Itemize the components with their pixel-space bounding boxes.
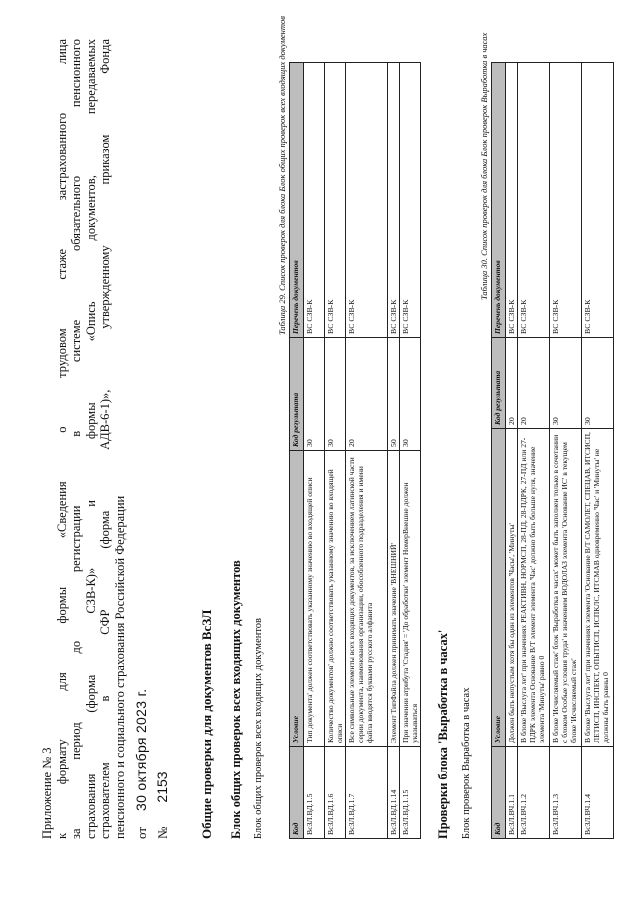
section1-table bbox=[289, 62, 421, 839]
cell-result: 30 bbox=[325, 338, 346, 451]
header-docs: Перечень документов bbox=[290, 63, 304, 338]
cell-code: ВсЗЛ.ВД.1.14 bbox=[388, 747, 400, 839]
section2-caption: Таблица 30. Список проверок для блока Блок проверок Выработка в часах bbox=[479, 32, 489, 300]
header-code: Код bbox=[492, 747, 506, 839]
header-code: Код bbox=[290, 747, 304, 839]
section1-caption: Таблица 29. Список проверок для блока Блок общих проверок всех входящих документов bbox=[277, 16, 287, 335]
appendix-line-5: пенсионного и социального страхования Российской Федерации bbox=[112, 495, 127, 839]
cell-code: ВсЗЛ.ВД.1.15 bbox=[400, 747, 421, 839]
appendix-line-3: страхования (форма СЗВ-К)» и формы «Опись документов, передаваемых bbox=[83, 39, 98, 839]
date-value: 30 октября 2023 г. bbox=[132, 688, 149, 811]
table-row bbox=[325, 63, 346, 839]
cell-result: 30 bbox=[550, 338, 582, 429]
cell-code: ВсЗЛ.ВЧ.1.2 bbox=[518, 747, 550, 839]
appendix-line-2: за период до регистрации в системе обязательного пенсионного bbox=[69, 39, 84, 839]
appendix-number bbox=[155, 39, 171, 839]
table-row bbox=[582, 63, 614, 839]
appendix-header bbox=[40, 39, 171, 839]
main-title: Общие проверки для документов ВсЗЛ bbox=[199, 609, 214, 839]
cell-condition: В блоке 'Выслуга лет' при значениях РЕАКТИВН, НОРМСП, 28-ПД, 28-ПДРК, 27-ПД или 27-ПДРК элемента Основание В/Т элемент элемента 'Час' должно быть больше нуля, значение элемента 'Минуты' равно 0 bbox=[518, 429, 550, 747]
cell-docs: ВС СЗВ-К bbox=[346, 63, 388, 338]
cell-condition: Количество документов' должно соответствовать указанному значению во входящей описи bbox=[325, 451, 346, 747]
appendix-date bbox=[134, 39, 150, 839]
table-header-row bbox=[492, 63, 506, 839]
cell-result: 50 bbox=[388, 338, 400, 451]
cell-docs: ВС СЗВ-К bbox=[304, 63, 325, 338]
table-header-row bbox=[290, 63, 304, 839]
cell-docs: ВС СЗВ-К bbox=[518, 63, 550, 338]
date-label: от bbox=[133, 826, 149, 839]
section1-subtitle: Блок общих проверок всех входящих документов bbox=[253, 617, 264, 839]
cell-condition: Тип документа' должен соответствовать указанному значению во входящей описи bbox=[304, 451, 325, 747]
table-row bbox=[346, 63, 388, 839]
cell-condition: Элемент ТипФайла должен принимать значение 'ВНЕШНИЙ' bbox=[388, 451, 400, 747]
cell-code: ВсЗЛ.ВД.1.5 bbox=[304, 747, 325, 839]
table-row bbox=[304, 63, 325, 839]
cell-docs: ВС СЗВ-К bbox=[400, 63, 421, 338]
appendix-title: Приложение № 3 bbox=[40, 747, 54, 839]
number-value: 2153 bbox=[154, 771, 171, 803]
table-row bbox=[506, 63, 518, 839]
cell-condition: В блоке 'Выслуга лет' при значениях элемента 'Основание В/Т САМОЛЕТ, СПЕЦАВ, ИТСИСП, ЛЕТИСП, ИНСПЕКТ, ОПЫТИСП, ИСПКЛС, ИТСМАВ одновременно 'Час' и 'Минуты' не должны быть равны 0 bbox=[582, 429, 614, 747]
cell-result: 20 bbox=[506, 338, 518, 429]
cell-code: ВсЗЛ.ВЧ.1.1 bbox=[506, 747, 518, 839]
cell-condition: Должен быть непустым хотя бы один из элементов 'Часы', 'Минуты' bbox=[506, 429, 518, 747]
cell-result: 20 bbox=[346, 338, 388, 451]
cell-condition: В блоке 'Исчисляемый стаж' блок 'Выработка в часах' может быть заполнен только в сочетании с блоком Особые условия труда' и значением ВОДОЛАЗ элемента 'Основание ИС' в текущем блоке 'Исчисляемый стаж' bbox=[550, 429, 582, 747]
cell-code: ВсЗЛ.ВД.1.7 bbox=[346, 747, 388, 839]
cell-code: ВсЗЛ.ВЧ.1.3 bbox=[550, 747, 582, 839]
header-result: Код результата bbox=[290, 338, 304, 451]
header-condition: Условие bbox=[492, 429, 506, 747]
cell-docs: ВС СЗВ-К bbox=[550, 63, 582, 338]
section2-subtitle: Блок проверок Выработка в часах bbox=[461, 687, 472, 839]
cell-code: ВсЗЛ.ВД.1.6 bbox=[325, 747, 346, 839]
cell-condition: При значении атрибута 'Стадия' = 'До обработки' элемент НомерВнешне должен указываться bbox=[400, 451, 421, 747]
appendix-line-1: к формату для формы «Сведения о трудовом стаже застрахованного лица bbox=[54, 39, 69, 839]
section2-table bbox=[491, 62, 614, 839]
header-result: Код результата bbox=[492, 338, 506, 429]
header-docs: Перечень документов bbox=[492, 63, 506, 338]
cell-docs: ВС СЗВ-К bbox=[388, 63, 400, 338]
cell-condition: Все символьные элементы всех входящих документов, за исключением латинской части серии документа, наименования организации, обособленного подразделения и имени файла вводятся буквами русского алфавита bbox=[346, 451, 388, 747]
table-row bbox=[400, 63, 421, 839]
cell-docs: ВС СЗВ-К bbox=[325, 63, 346, 338]
appendix-line-4: страхователем в СФР (форма АДВ-6-1)», утвержденному приказом Фонда bbox=[98, 39, 113, 839]
cell-code: ВсЗЛ.ВЧ.1.4 bbox=[582, 747, 614, 839]
table-row bbox=[518, 63, 550, 839]
section1-title: Блок общих проверок всех входящих документов bbox=[229, 560, 243, 839]
cell-result: 30 bbox=[400, 338, 421, 451]
header-condition: Условие bbox=[290, 451, 304, 747]
cell-result: 20 bbox=[518, 338, 550, 429]
number-label: № bbox=[155, 826, 171, 839]
section2-title: Проверки блока 'Выработка в часах' bbox=[436, 629, 450, 839]
cell-result: 30 bbox=[304, 338, 325, 451]
table-row bbox=[550, 63, 582, 839]
cell-docs: ВС СЗВ-К bbox=[582, 63, 614, 338]
table-row bbox=[388, 63, 400, 839]
cell-docs: ВС СЗВ-К bbox=[506, 63, 518, 338]
cell-result: 30 bbox=[582, 338, 614, 429]
